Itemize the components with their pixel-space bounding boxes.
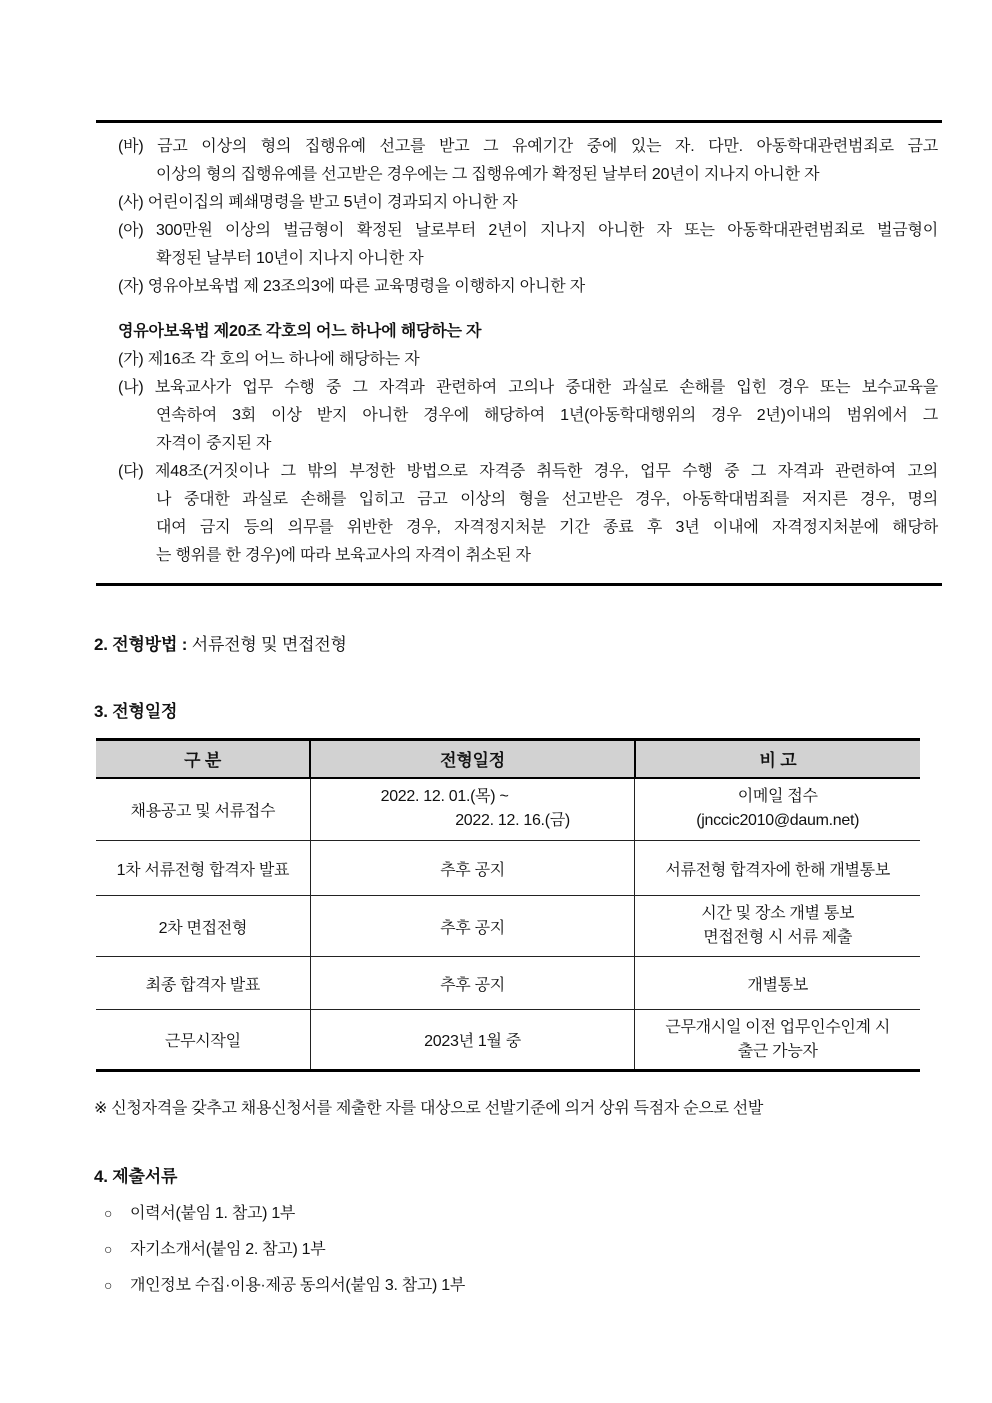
eligibility-subheading: 영유아보육법 제20조 각호의 어느 하나에 해당하는 자 (118, 323, 482, 340)
note-line: 면접전형 시 서류 제출 (703, 929, 853, 946)
section-schedule-heading (94, 700, 992, 724)
table-row (96, 957, 920, 1010)
eligibility-line: (바) 금고 이상의 형의 집행유예 선고를 받고 그 유예기간 중에 있는 자. 다만. 아동학대관련범죄로 금고 (118, 138, 938, 155)
schedule-cell: 추후 공지 (310, 957, 635, 1010)
schedule-cell (310, 778, 635, 841)
circle-bullet-icon: ○ (104, 1241, 113, 1257)
eligibility-line: (사) 어린이집의 폐쇄명령을 받고 5년이 경과되지 아니한 자 (118, 194, 518, 211)
section-method-value: 서류전형 및 면접전형 (191, 635, 347, 654)
note-cell (635, 896, 920, 957)
note-cell (635, 1010, 920, 1071)
eligibility-line: (가) 제16조 각 호의 어느 하나에 해당하는 자 (118, 351, 420, 368)
note-line: 출근 가능자 (737, 1042, 818, 1060)
schedule-date-line: 2022. 12. 01.(목) ~ (380, 788, 509, 806)
schedule-date-line: 2022. 12. 16.(금) (455, 812, 570, 830)
eligibility-line: (다) 제48조(거짓이나 그 밖의 부정한 방법으로 자격증 취득한 경우, 업무 수행 중 그 자격과 관련하여 고의 (118, 463, 938, 480)
category-cell: 최종 합격자 발표 (96, 957, 310, 1010)
eligibility-line: (자) 영유아보육법 제 23조의3에 따른 교육명령을 이행하지 아니한 자 (118, 278, 585, 295)
eligibility-line: 나 중대한 과실로 손해를 입히고 금고 이상의 형을 선고받은 경우, 아동학대범죄를 저지른 경우, 명의 (156, 491, 938, 508)
document-item-label: 자기소개서(붙임 2. 참고) 1부 (130, 1241, 326, 1258)
schedule-table-header-row (96, 740, 920, 778)
document-item (104, 1274, 992, 1297)
table-row (96, 778, 920, 841)
column-header-category: 구 분 (96, 740, 310, 778)
document-item (104, 1238, 992, 1261)
schedule-cell: 추후 공지 (310, 896, 635, 957)
eligibility-line: (나) 보육교사가 업무 수행 중 그 자격과 관련하여 고의나 중대한 과실로 손해를 입힌 경우 또는 보수교육을 (118, 379, 938, 396)
eligibility-line: 는 행위를 한 경우)에 따라 보육교사의 자격이 취소된 자 (156, 547, 531, 564)
eligibility-line: 연속하여 3회 이상 받지 아니한 경우에 해당하여 1년(아동학대행위의 경우 2년)이내의 범위에서 그 (156, 407, 938, 424)
eligibility-line: 확정된 날부터 10년이 지나지 아니한 자 (156, 250, 424, 267)
eligibility-line: (아) 300만원 이상의 벌금형이 확정된 날로부터 2년이 지나지 아니한 자 또는 아동학대관련범죄로 벌금형이 (118, 222, 938, 239)
schedule-cell: 2023년 1월 중 (310, 1010, 635, 1071)
section-method-label: 2. 전형방법 : (94, 635, 188, 654)
eligibility-box (96, 120, 942, 586)
document-item (104, 1202, 992, 1225)
schedule-table (96, 738, 920, 1072)
category-cell: 2차 면접전형 (96, 896, 310, 957)
table-row (96, 1010, 920, 1071)
note-line: 근무개시일 이전 업무인수인계 시 (665, 1018, 890, 1036)
document-item-label: 개인정보 수집·이용·제공 동의서(붙임 3. 참고) 1부 (130, 1277, 465, 1294)
selection-note: ※ 신청자격을 갖추고 채용신청서를 제출한 자를 대상으로 선발기준에 의거 상위 득점자 순으로 선발 (94, 1100, 764, 1117)
note-email: (jnccic2010@daum.net) (696, 812, 860, 830)
document-item-label: 이력서(붙임 1. 참고) 1부 (130, 1205, 296, 1222)
circle-bullet-icon: ○ (104, 1277, 113, 1293)
category-cell: 채용공고 및 서류접수 (96, 778, 310, 841)
table-row (96, 841, 920, 896)
table-row (96, 896, 920, 957)
section-method-heading (94, 633, 992, 657)
note-cell: 서류전형 합격자에 한해 개별통보 (635, 841, 920, 896)
section-schedule-label: 3. 전형일정 (94, 702, 178, 721)
column-header-note: 비 고 (635, 740, 920, 778)
schedule-cell: 추후 공지 (310, 841, 635, 896)
eligibility-line: 자격이 중지된 자 (156, 435, 272, 452)
note-line: 이메일 접수 (737, 788, 818, 806)
eligibility-line: 이상의 형의 집행유예를 선고받은 경우에는 그 집행유예가 확정된 날부터 20년이 지나지 아니한 자 (156, 166, 820, 183)
category-cell: 근무시작일 (96, 1010, 310, 1071)
section-documents-heading (94, 1165, 992, 1189)
eligibility-line: 대여 금지 등의 의무를 위반한 경우, 자격정지처분 기간 종료 후 3년 이내에 자격정지처분에 해당하 (156, 519, 938, 536)
section-documents-label: 4. 제출서류 (94, 1167, 178, 1186)
column-header-schedule: 전형일정 (310, 740, 635, 778)
note-cell: 개별통보 (635, 957, 920, 1010)
circle-bullet-icon: ○ (104, 1205, 113, 1221)
note-cell (635, 778, 920, 841)
category-cell: 1차 서류전형 합격자 발표 (96, 841, 310, 896)
note-line: 시간 및 장소 개별 통보 (701, 905, 855, 922)
